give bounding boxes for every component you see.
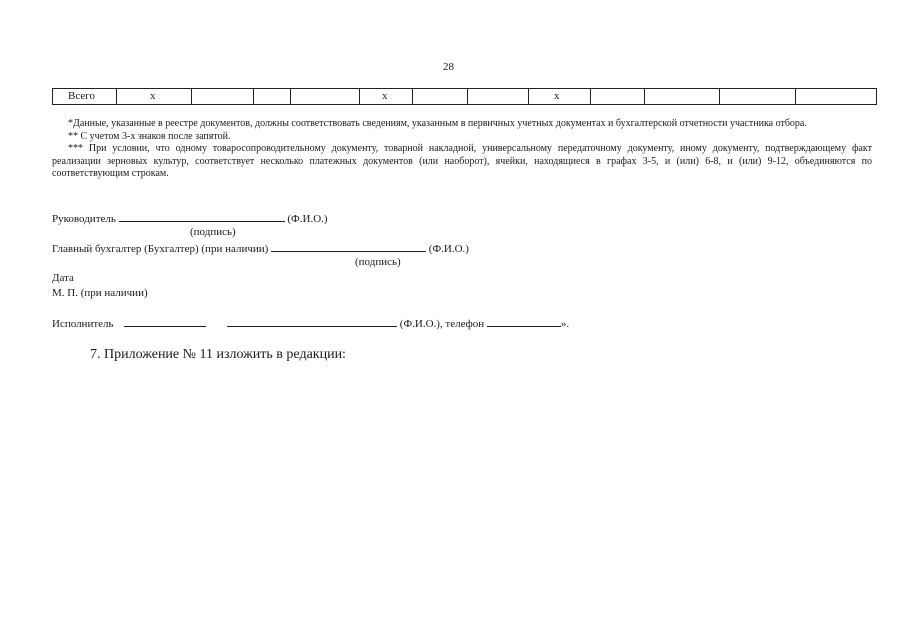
head-label: Руководитель xyxy=(52,213,116,225)
executor-fio-phone: (Ф.И.О.), телефон xyxy=(399,318,485,330)
table-column-divider xyxy=(359,89,360,104)
executor-position-blank xyxy=(124,316,206,327)
head-fio-caption: (Ф.И.О.) xyxy=(287,213,328,225)
executor-line xyxy=(52,316,569,331)
head-signature-caption: (подпись) xyxy=(190,226,236,238)
table-column-divider xyxy=(590,89,591,104)
accountant-label: Главный бухгалтер (Бухгалтер) (при наличии) xyxy=(52,243,269,255)
executor-name-blank xyxy=(227,316,397,327)
footnote-2: ** С учетом 3-х знаков после запятой. xyxy=(68,130,231,142)
total-x-mark: x xyxy=(150,90,156,102)
table-column-divider xyxy=(795,89,796,104)
table-column-divider xyxy=(412,89,413,104)
phone-blank xyxy=(487,316,561,327)
table-column-divider xyxy=(290,89,291,104)
accountant-fio-caption: (Ф.И.О.) xyxy=(428,243,469,255)
date-label: Дата xyxy=(52,272,74,284)
table-total-row xyxy=(52,88,877,105)
closing-quote: ». xyxy=(560,318,570,330)
table-column-divider xyxy=(191,89,192,104)
head-signature-line xyxy=(52,211,328,226)
amendment-paragraph: 7. Приложение № 11 изложить в редакции: xyxy=(90,347,346,362)
executor-label: Исполнитель xyxy=(52,318,114,330)
seal-label: М. П. (при наличии) xyxy=(52,287,148,299)
table-column-divider xyxy=(528,89,529,104)
signature-blank xyxy=(119,211,285,222)
footnotes xyxy=(52,118,872,181)
table-column-divider xyxy=(644,89,645,104)
page-number: 28 xyxy=(443,61,454,73)
signature-blank xyxy=(271,241,426,252)
table-column-divider xyxy=(116,89,117,104)
footnote-3: *** При условии, что одному товаросопроводительному документу, товарной накладной, универсальному передаточному документу, иному документу, подтверждающему факт реализации зерновых культур, соответствует несколько платежных документов (или наоборот), ячейки, находящиеся в графах 3-5, и (или) 6-8, и (или) 9-12, объединяются по соответствующим строкам. xyxy=(52,143,872,179)
table-column-divider xyxy=(253,89,254,104)
total-x-mark: x xyxy=(382,90,388,102)
total-label: Всего xyxy=(68,90,95,102)
table-column-divider xyxy=(467,89,468,104)
accountant-signature-caption: (подпись) xyxy=(355,256,401,268)
total-x-mark: x xyxy=(554,90,560,102)
table-column-divider xyxy=(719,89,720,104)
footnote-1: *Данные, указанные в реестре документов, должны соответствовать сведениям, указанным в первичных учетных документах и бухгалтерской отчетности участника отбора. xyxy=(68,118,807,129)
accountant-signature-line xyxy=(52,241,469,256)
